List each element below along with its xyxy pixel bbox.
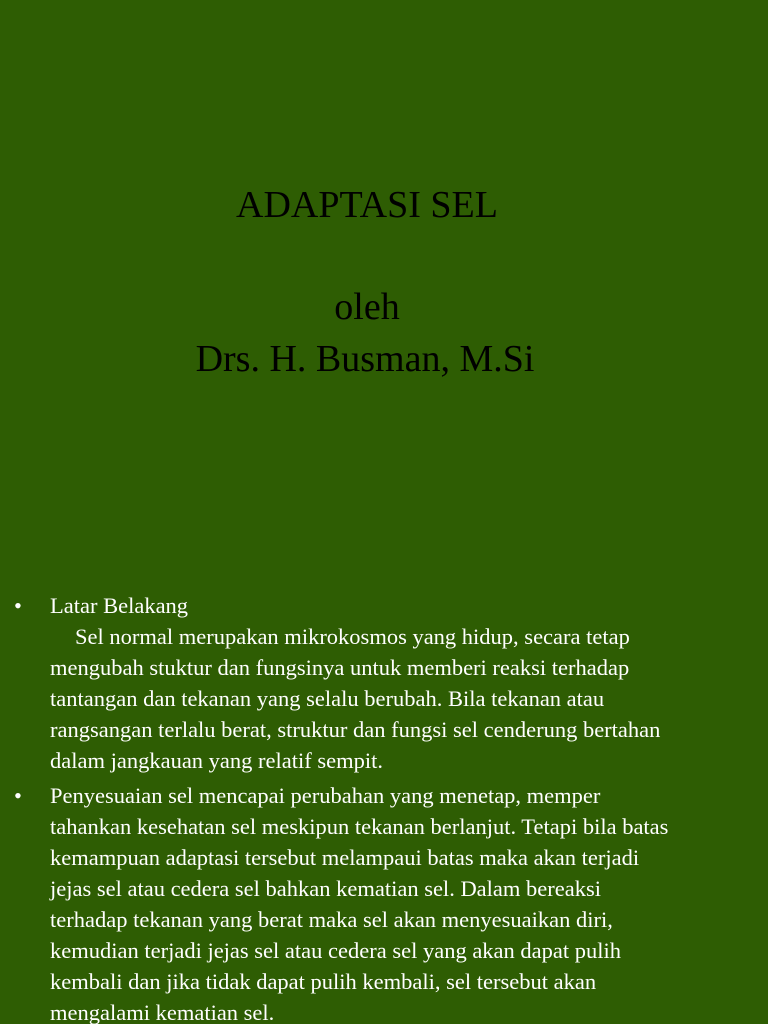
paragraph-line: kemampuan adaptasi tersebut melampaui batas maka akan terjadi	[50, 845, 640, 870]
paragraph-line: Penyesuaian sel mencapai perubahan yang menetap, memper	[50, 783, 601, 808]
paragraph-line: kembali dan jika tidak dapat pulih kembali, sel tersebut akan	[50, 969, 597, 994]
content-slide	[0, 590, 768, 1024]
paragraph-line: tantangan dan tekanan yang selalu berubah. Bila tekanan atau	[50, 686, 605, 711]
bullet-item-background	[0, 590, 768, 776]
bullet-item-adaptation	[0, 780, 768, 1024]
paragraph-line: jejas sel atau cedera sel bahkan kematian sel. Dalam bereaksi	[50, 876, 601, 901]
paragraph-line: mengalami kematian sel.	[50, 1000, 275, 1024]
paragraph-line: terhadap tekanan yang berat maka sel akan menyesuaikan diri,	[50, 907, 613, 932]
paragraph-line: mengubah stuktur dan fungsinya untuk memberi reaksi terhadap	[50, 655, 630, 680]
paragraph-line: kemudian terjadi jejas sel atau cedera sel yang akan dapat pulih	[50, 938, 622, 963]
bullet-marker: •	[14, 783, 22, 808]
bullet-heading: Latar Belakang	[50, 593, 189, 618]
slide-title: ADAPTASI SEL	[236, 184, 498, 226]
author-label: oleh	[334, 286, 400, 328]
paragraph-line: dalam jangkauan yang relatif sempit.	[50, 748, 384, 773]
paragraph-line: tahankan kesehatan sel meskipun tekanan berlanjut. Tetapi bila batas	[50, 814, 669, 839]
author-name: Drs. H. Busman, M.Si	[195, 338, 535, 380]
paragraph-line: Sel normal merupakan mikrokosmos yang hidup, secara tetap	[75, 624, 630, 649]
paragraph-line: rangsangan terlalu berat, struktur dan fungsi sel cenderung bertahan	[50, 717, 661, 742]
bullet-marker: •	[14, 593, 22, 618]
